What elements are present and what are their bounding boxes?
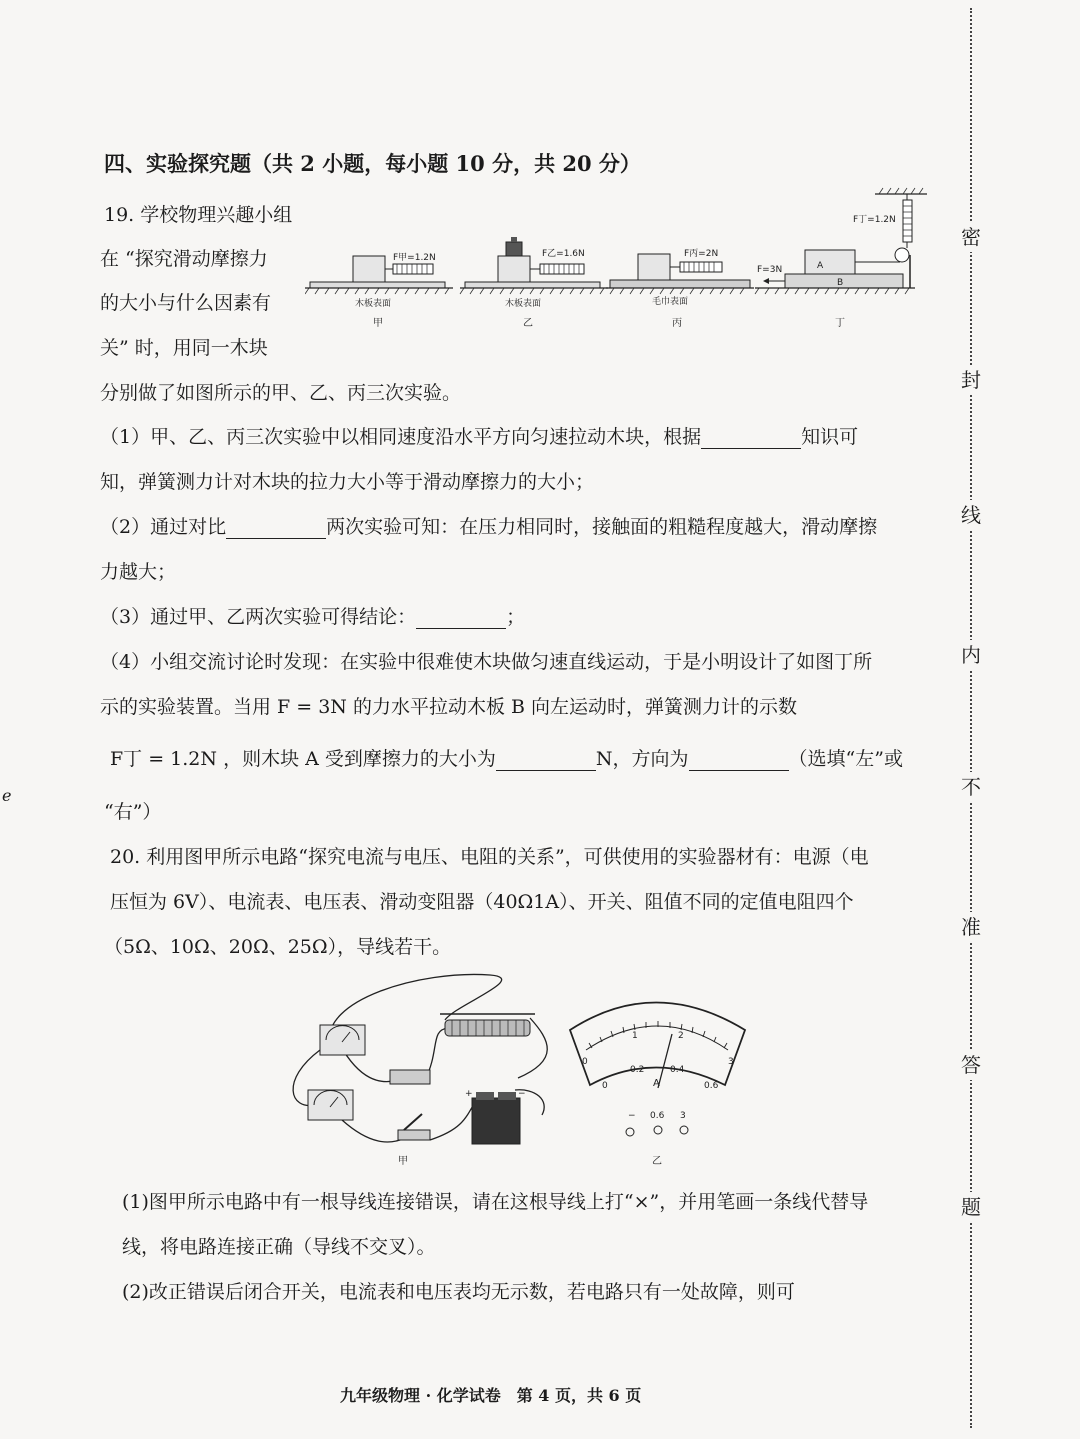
q19-part3 [100, 602, 525, 629]
caption-circuit: 甲 [398, 1156, 408, 1167]
q19-part4-line1: （4）小组交流讨论时发现：在实验中很难使木块做匀速直线运动，于是小明设计了如图丁所 [100, 651, 873, 673]
q19-part2 [100, 512, 877, 539]
seal-char: 不 [958, 772, 984, 802]
inner-scale-2: 0.4 [670, 1065, 685, 1075]
q19-intro-line: 在 “探究滑动摩擦力 [100, 248, 268, 270]
battery-plus-label: + [465, 1089, 473, 1099]
page-footer: 九年级物理 · 化学试卷 第 4 页，共 6 页 [340, 1386, 642, 1405]
caption-jia: 甲 [373, 318, 383, 329]
q19-part2-text-a: （2）通过对比 [100, 516, 227, 538]
seal-char: 准 [958, 912, 984, 942]
answer-blank[interactable] [496, 750, 596, 771]
force-label-bing: F丙=2N [684, 249, 719, 259]
q19-part4-line3 [110, 744, 903, 771]
surface-label-bing: 毛巾表面 [652, 297, 689, 307]
q20-sub1-line1: (1)图甲所示电路中有一根导线连接错误，请在这根导线上打“×”，并用笔画一条线代替导 [122, 1191, 869, 1213]
q19-part4-text-c: （选填“左”或 [788, 748, 903, 770]
block-a-label: A [817, 261, 824, 271]
outer-scale-3: 3 [728, 1057, 734, 1067]
q19-part2-text-b: 两次实验可知：在压力相同时，接触面的粗糙程度越大，滑动摩擦 [326, 516, 878, 538]
q20-line1: 20. 利用图甲所示电路“探究电流与电压、电阻的关系”，可供使用的实验器材有：电源（电 [110, 846, 869, 868]
outer-scale-1: 1 [632, 1031, 638, 1041]
caption-yi: 乙 [523, 318, 533, 329]
board-b-label: B [837, 278, 844, 288]
answer-blank[interactable] [226, 518, 326, 539]
answer-blank[interactable] [701, 428, 801, 449]
terminal-minus: − [628, 1111, 636, 1121]
stray-mark: e [2, 786, 12, 805]
outer-scale-2: 2 [678, 1031, 684, 1041]
q19-part4-text-b: N，方向为 [595, 748, 689, 770]
q19-part1-line2: 知，弹簧测力计对木块的拉力大小等于滑动摩擦力的大小； [100, 471, 595, 493]
inner-scale-0: 0 [602, 1081, 608, 1091]
q20-line3: （5Ω、10Ω、20Ω、25Ω），导线若干。 [104, 936, 452, 958]
battery [465, 1089, 526, 1144]
q20-sub2-line1: (2)改正错误后闭合开关，电流表和电压表均无示数，若电路只有一处故障，则可 [122, 1281, 795, 1303]
force-label-ding-spring: F丁=1.2N [853, 215, 896, 225]
seal-char: 线 [958, 500, 984, 530]
q20-sub1-line2: 线，将电路连接正确（导线不交叉）。 [122, 1236, 436, 1258]
battery-minus-label: − [518, 1089, 526, 1099]
force-label-yi: F乙=1.6N [542, 249, 585, 259]
voltmeter [320, 1025, 365, 1055]
circuit-figure [280, 970, 760, 1180]
q19-part2-line2: 力越大； [100, 561, 177, 583]
ammeter-dial [570, 1003, 745, 1137]
switch [398, 1114, 430, 1140]
q19-intro-line: 19. 学校物理兴趣小组 [104, 204, 293, 226]
unit-label: A [653, 1078, 660, 1089]
ammeter [308, 1090, 353, 1120]
q19-part4-text-a: F丁 = 1.2N ，则木块 A 受到摩擦力的大小为 [110, 748, 496, 770]
q19-part1-text-a: （1）甲、乙、丙三次实验中以相同速度沿水平方向匀速拉动木块，根据 [100, 426, 702, 448]
q19-part1-text-b: 知识可 [801, 426, 859, 448]
terminal-0-6: 0.6 [650, 1111, 665, 1121]
seal-char: 题 [958, 1192, 984, 1222]
seal-char: 内 [958, 640, 984, 670]
surface-label-jia: 木板表面 [355, 299, 392, 309]
caption-bing: 丙 [672, 318, 682, 329]
q20-line2: 压恒为 6V）、电流表、电压表、滑动变阻器（40Ω1A）、开关、阻值不同的定值电阻四个 [110, 891, 854, 913]
section-title: 四、实验探究题（共 2 小题，每小题 10 分，共 20 分） [104, 151, 641, 176]
experiment-ding [755, 188, 927, 329]
caption-meter: 乙 [652, 1156, 662, 1167]
inner-scale-3: 0.6 [704, 1081, 719, 1091]
experiment-yi [460, 237, 608, 329]
q19-part1 [100, 422, 858, 449]
experiment-bing [606, 248, 754, 329]
seal-char: 答 [958, 1050, 984, 1080]
q19-part3-text-b: ； [506, 606, 526, 628]
q19-part4-line2: 示的实验装置。当用 F = 3N 的力水平拉动木板 B 向左运动时，弹簧测力计的示数 [100, 696, 798, 718]
inner-scale-1: 0.2 [630, 1065, 645, 1075]
outer-scale-0: 0 [582, 1057, 588, 1067]
answer-blank[interactable] [689, 750, 789, 771]
surface-label-yi: 木板表面 [505, 299, 542, 309]
rheostat [440, 1014, 535, 1036]
seal-char: 封 [958, 365, 984, 395]
q19-intro-line: 分别做了如图所示的甲、乙、丙三次实验。 [100, 382, 462, 404]
force-label-jia: F甲=1.2N [393, 253, 436, 263]
caption-ding: 丁 [835, 318, 845, 329]
experiment-jia [305, 252, 453, 329]
answer-blank[interactable] [416, 608, 506, 629]
q19-intro-line: 的大小与什么因素有 [100, 292, 272, 314]
friction-experiment-figure [305, 182, 945, 332]
force-label-ding-pull: F=3N [757, 265, 783, 275]
seal-char: 密 [958, 222, 984, 252]
fixed-resistor [390, 1070, 430, 1084]
q19-part4-line4: “右”） [104, 801, 162, 823]
q19-part3-text-a: （3）通过甲、乙两次实验可得结论： [100, 606, 417, 628]
q19-intro-line: 关” 时，用同一木块 [100, 337, 268, 359]
terminal-3: 3 [680, 1111, 686, 1121]
